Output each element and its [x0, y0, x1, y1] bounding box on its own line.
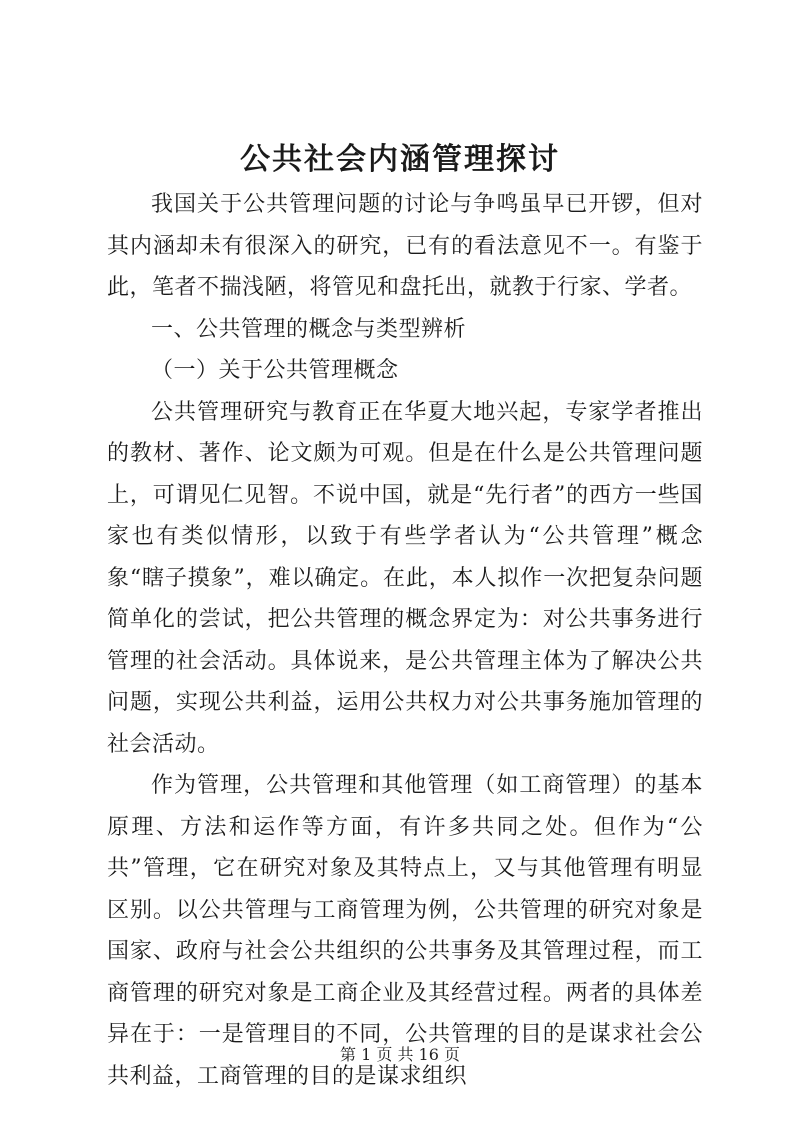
paragraph-intro: 我国关于公共管理问题的讨论与争鸣虽早已开锣，但对其内涵却未有很深入的研究，已有的看法意见不一。有鉴于此，笔者不揣浅陋，将管见和盘托出，就教于行家、学者。 [107, 192, 703, 300]
document-body [107, 184, 703, 1097]
section-heading: 一、公共管理的概念与类型辨析 [151, 316, 467, 342]
subsection-heading: （一）关于公共管理概念 [151, 358, 399, 383]
page-title: 公共社会内涵管理探讨 [240, 142, 560, 177]
page-footer: 第 1 页 共 16 页 [340, 1045, 460, 1064]
paragraph-comparison: 作为管理，公共管理和其他管理（如工商管理）的基本原理、方法和运作等方面，有许多共同之处。但作为“公共”管理，它在研究对象及其特点上，又与其他管理有明显区别。以公共管理与工商管理为例，公共管理的研究对象是国家、政府与社会公共组织的公共事务及其管理过程，而工商管理的研究对象是工商企业及其经营过程。两者的具体差异在于：一是管理目的不同，公共管理的目的是谋求社会公共利益，工商管理的目的是谋求组织 [107, 773, 703, 1089]
paragraph-concept: 公共管理研究与教育正在华夏大地兴起，专家学者推出的教材、著作、论文颇为可观。但是在什么是公共管理问题上，可谓见仁见智。不说中国，就是“先行者”的西方一些国家也有类似情形，以致于有些学者认为“公共管理”概念象“瞎子摸象”，难以确定。在此，本人拟作一次把复杂问题简单化的尝试，把公共管理的概念界定为：对公共事务进行管理的社会活动。具体说来，是公共管理主体为了解决公共问题，实现公共利益，运用公共权力对公共事务施加管理的社会活动。 [107, 399, 703, 757]
